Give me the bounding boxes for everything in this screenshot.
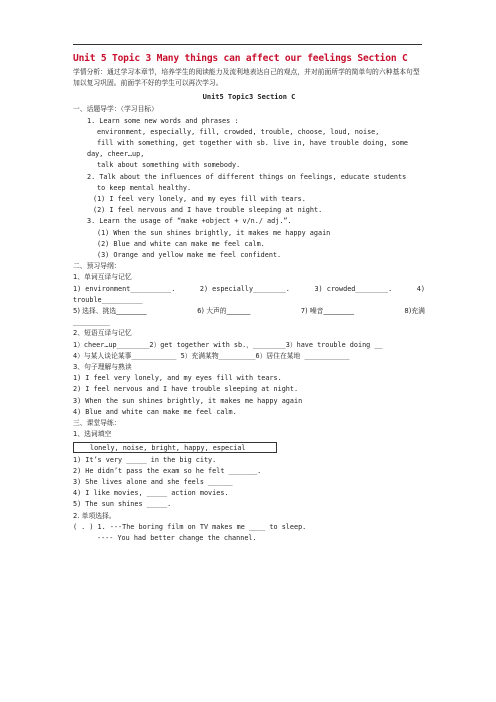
phrase-translation-heading: 2、短语互译与记忆	[73, 329, 132, 338]
fill-in-heading: 1、选词填空	[73, 430, 112, 439]
word-item: 3) crowded________.	[314, 284, 393, 293]
word-item: 2) especially________.	[199, 284, 290, 293]
objective-2-sentence-1: (1) I feel very lonely, and my eyes fill with tears.	[93, 195, 306, 204]
section1-heading: 一、话题导学：（学习目标）	[73, 105, 158, 114]
objective-3-sentence-1: (1) When the sun shines brightly, it makes me happy again	[97, 228, 331, 237]
phrase-translation-line-2: 4）与某人谈论某事___________ 5）充满某物_________6）居住在某地 ___________	[73, 351, 350, 360]
objective-3: 3. Learn the usage of “make +object + v/n./ adj.”.	[87, 217, 292, 226]
fill-in-question-2: 2) He didn’t pass the exam so he felt _______.	[73, 466, 262, 475]
objective-2-sentence-2: (2) I feel nervous and I have trouble sleeping at night.	[93, 206, 323, 215]
word-translation-row-2-tail: _________	[73, 318, 110, 327]
top-rule	[73, 44, 422, 45]
sentence-reading-1: 1) I feel very lonely, and my eyes fill with tears.	[73, 374, 282, 383]
word-item: 8)充满	[404, 307, 425, 316]
word-item: 7) 噪音_________	[300, 307, 355, 316]
word-item: 5) 选择、挑选_________	[73, 307, 147, 316]
word-translation-heading: 1、单词互译与记忆	[73, 273, 132, 282]
objective-3-sentence-2: (2) Blue and white can make me feel calm.	[97, 239, 265, 248]
multiple-choice-heading: 2. 单项选择。	[73, 511, 116, 520]
word-translation-row-1-tail: trouble__________	[73, 295, 143, 304]
multiple-choice-question-1-reply: ---- You had better change the channel.	[97, 533, 257, 542]
section2-heading: 二、预习导纲：	[73, 262, 121, 271]
word-bank-box: lonely, noise, bright, happy, especial	[73, 442, 277, 453]
word-item: 4)	[416, 284, 425, 293]
word-translation-row-2	[73, 306, 425, 317]
objective-2-a: 2. Talk about the influences of different things on feelings, educate students	[87, 172, 407, 181]
objective-2-b: to keep mental healthy.	[97, 183, 192, 192]
word-item: 6) 大声的_______	[197, 307, 251, 316]
objective-1-phrases-a: fill with something, get together with sb. live in, have trouble doing, some	[97, 139, 408, 148]
sentence-reading-4: 4) Blue and white can make me feel calm.	[73, 407, 237, 416]
word-item: 1) environment__________.	[73, 284, 176, 293]
intro-paragraph: 学情分析：通过学习本章节，培养学生的阅读能力及流利地表达自己的观点，并对前面所学的简单句的六种基本句型加以复习巩固。前面学不好的学生可以再次学习。	[73, 68, 420, 88]
fill-in-question-5: 5) The sun shines _____.	[73, 500, 172, 509]
section-subtitle: Unit5 Topic3 Section C	[202, 93, 296, 102]
sentence-reading-2: 2) I feel nervous and I have trouble sleeping at night.	[73, 385, 299, 394]
objective-1: 1. Learn some new words and phrases :	[87, 116, 239, 125]
section3-heading: 三、课堂导练：	[73, 419, 121, 428]
objective-1-phrases-b: day, cheer…up,	[87, 150, 145, 159]
fill-in-question-3: 3) She lives alone and she feels ______	[73, 477, 233, 486]
multiple-choice-question-1: ( . ) 1. ---The boring film on TV makes me ____ to sleep.	[73, 522, 307, 531]
fill-in-question-1: 1) It’s very _____ in the big city.	[73, 455, 217, 464]
objective-1-words: environment, especially, fill, crowded, trouble, choose, loud, noise,	[97, 127, 380, 136]
document-page	[73, 52, 425, 544]
document-title: Unit 5 Topic 3 Many things can affect our feelings Section C	[73, 53, 408, 64]
sentence-reading-3: 3) When the sun shines brightly, it makes me happy again	[73, 396, 303, 405]
objective-3-sentence-3: (3) Orange and yellow make me feel confident.	[97, 251, 282, 260]
fill-in-question-4: 4) I like movies, _____ action movies.	[73, 489, 229, 498]
sentence-reading-heading: 3、句子理解与熟读	[73, 363, 132, 372]
word-translation-row-1	[73, 284, 425, 295]
phrase-translation-line-1: 1）cheer…up________2）get together with sb.，________3）have trouble doing __	[73, 340, 383, 349]
objective-1-phrases-c: talk about something with somebody.	[97, 161, 241, 170]
